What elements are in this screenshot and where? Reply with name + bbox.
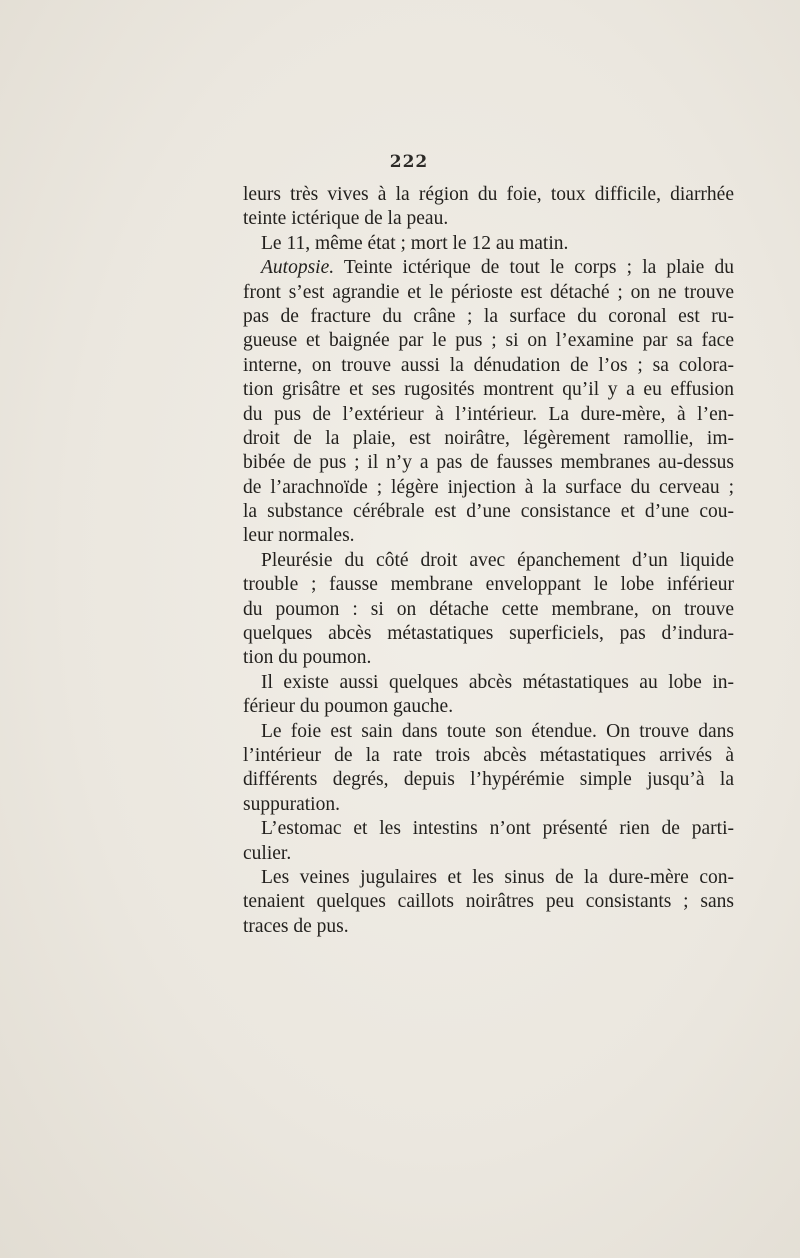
line-text: bibée de pus ; il n’y a pas de fausses membranes au-dessus bbox=[243, 452, 734, 474]
text-line bbox=[243, 378, 734, 402]
text-line bbox=[243, 890, 734, 914]
text-line bbox=[243, 451, 734, 475]
text-line bbox=[243, 427, 734, 451]
body-text bbox=[243, 183, 734, 939]
line-text: du pus de l’extérieur à l’intérieur. La dure-mère, à l’en- bbox=[243, 403, 734, 425]
line-text: tion du poumon. bbox=[243, 647, 372, 669]
line-text: Le foie est sain dans toute son étendue. On trouve dans bbox=[261, 720, 734, 742]
text-line bbox=[243, 671, 734, 695]
line-text: Il existe aussi quelques abcès métastatiques au lobe in- bbox=[261, 671, 734, 693]
text-line bbox=[243, 232, 734, 256]
line-text: droit de la plaie, est noirâtre, légèrement ramollie, im- bbox=[243, 427, 734, 449]
line-text: de l’arachnoïde ; légère injection à la surface du cerveau ; bbox=[243, 476, 734, 498]
text-line bbox=[243, 866, 734, 890]
page-number: 222 bbox=[389, 152, 429, 172]
line-text: différents degrés, depuis l’hypérémie simple jusqu’à la bbox=[243, 769, 734, 791]
text-line bbox=[243, 744, 734, 768]
text-line bbox=[243, 842, 734, 866]
text-line bbox=[243, 403, 734, 427]
text-line bbox=[243, 354, 734, 378]
line-text: l’intérieur de la rate trois abcès métastatiques arrivés à bbox=[243, 744, 734, 766]
text-line bbox=[243, 549, 734, 573]
line-text: férieur du poumon gauche. bbox=[243, 696, 454, 718]
text-line bbox=[243, 500, 734, 524]
line-text: Pleurésie du côté droit avec épanchement d’un liquide bbox=[261, 549, 734, 571]
line-text: tenaient quelques caillots noirâtres peu consistants ; sans bbox=[243, 891, 734, 913]
line-text: suppuration. bbox=[243, 793, 340, 815]
line-text: front s’est agrandie et le périoste est détaché ; on ne trouve bbox=[243, 281, 734, 303]
text-line bbox=[243, 281, 734, 305]
text-line bbox=[243, 329, 734, 353]
text-line bbox=[243, 768, 734, 792]
line-text: interne, on trouve aussi la dénudation de l’os ; sa colora- bbox=[243, 354, 734, 376]
text-line bbox=[243, 305, 734, 329]
text-line bbox=[243, 720, 734, 744]
text-line bbox=[243, 476, 734, 500]
line-text: du poumon : si on détache cette membrane, on trouve bbox=[243, 598, 734, 620]
line-text: culier. bbox=[243, 842, 292, 864]
text-line bbox=[243, 183, 734, 207]
line-text: tion grisâtre et ses rugosités montrent qu’il y a eu effusion bbox=[243, 379, 734, 401]
text-line bbox=[243, 207, 734, 231]
text-line bbox=[243, 817, 734, 841]
line-text: teinte ictérique de la peau. bbox=[243, 208, 449, 230]
text-line bbox=[243, 915, 734, 939]
section-lead: Autopsie. bbox=[261, 257, 335, 279]
line-text: traces de pus. bbox=[243, 915, 349, 937]
text-line bbox=[243, 695, 734, 719]
text-line bbox=[243, 646, 734, 670]
line-text: Le 11, même état ; mort le 12 au matin. bbox=[261, 232, 569, 254]
text-line bbox=[243, 793, 734, 817]
line-text: la substance cérébrale est d’une consistance et d’une cou- bbox=[243, 501, 734, 523]
text-line bbox=[243, 622, 734, 646]
line-text: quelques abcès métastatiques superficiels, pas d’indura- bbox=[243, 623, 734, 645]
line-text: L’estomac et les intestins n’ont présenté rien de parti- bbox=[261, 818, 734, 840]
text-line bbox=[243, 256, 734, 280]
line-text: pas de fracture du crâne ; la surface du coronal est ru- bbox=[243, 305, 734, 327]
line-text: leur normales. bbox=[243, 525, 355, 547]
text-line bbox=[243, 573, 734, 597]
line-text: trouble ; fausse membrane enveloppant le lobe inférieur bbox=[243, 574, 734, 596]
line-text: Les veines jugulaires et les sinus de la dure-mère con- bbox=[261, 866, 734, 888]
line-text: Teinte ictérique de tout le corps ; la plaie du bbox=[334, 257, 734, 279]
line-text: gueuse et baignée par le pus ; si on l’examine par sa face bbox=[243, 330, 734, 352]
text-line bbox=[243, 598, 734, 622]
line-text: leurs très vives à la région du foie, toux difficile, diarrhée bbox=[243, 184, 734, 205]
text-line bbox=[243, 524, 734, 548]
